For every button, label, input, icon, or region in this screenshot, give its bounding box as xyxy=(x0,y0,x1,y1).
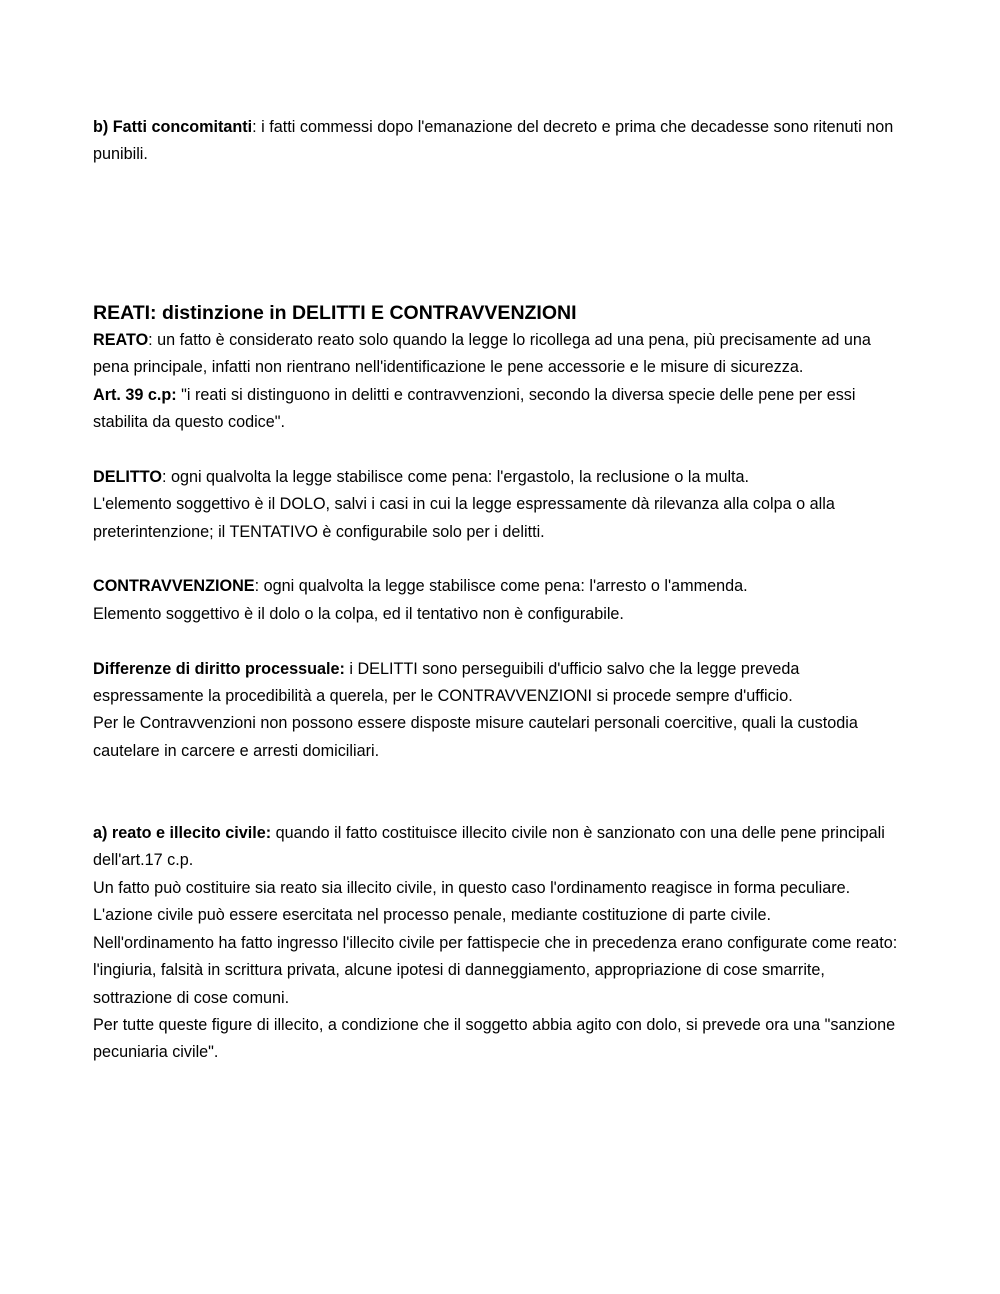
contravvenzione-paragraph xyxy=(93,573,908,600)
differenze-line2: Per le Contravvenzioni non possono essere disposte misure cautelari personali coercitive, quali la custodia cautelare in carcere e arresti domiciliari. xyxy=(93,714,858,760)
differenze-paragraph xyxy=(93,656,908,711)
document-page xyxy=(93,114,908,1067)
illecito-line4: Nell'ordinamento ha fatto ingresso l'illecito civile per fattispecie che in precedenza erano configurate come reato: l'ingiuria, falsità in scrittura privata, alcune ipotesi di danneggiamento, appropriazione di cose smarrite, sottrazione di cose comuni. xyxy=(93,933,898,1007)
spacer xyxy=(93,546,908,573)
illecito-label: a) reato e illecito civile: xyxy=(93,824,272,843)
contravvenzione-text: : ogni qualvolta la legge stabilisce come pena: l'arresto o l'ammenda. xyxy=(254,577,748,596)
differenze-label: Differenze di diritto processuale: xyxy=(93,659,345,678)
delitto-text: : ogni qualvolta la legge stabilisce come pena: l'ergastolo, la reclusione o la multa. xyxy=(161,467,750,486)
contravvenzione-label: CONTRAVVENZIONE xyxy=(93,577,255,596)
reato-label: REATO xyxy=(93,330,149,349)
reato-paragraph xyxy=(93,327,908,382)
art39-text: "i reati si distinguono in delitti e contravvenzioni, secondo la diversa specie delle pene per essi stabilita da questo codice". xyxy=(93,385,856,432)
delitto-label: DELITTO xyxy=(93,467,162,486)
reato-text: : un fatto è considerato reato solo quando la legge lo ricollega ad una pena, più precisamente ad una pena principale, infatti non rientrano nell'identificazione le pene accessorie e le misure di sicurezza. xyxy=(93,330,871,377)
illecito-text: quando il fatto costituisce illecito civile non è sanzionato con una delle pene principali dell'art.17 c.p. xyxy=(93,824,885,870)
intro-paragraph xyxy=(93,114,908,169)
differenze-text: i DELITTI sono perseguibili d'ufficio salvo che la legge preveda espressamente la procedibilità a querela, per le CONTRAVVENZIONI si procede sempre d'ufficio. xyxy=(93,659,800,706)
illecito-paragraph xyxy=(93,820,908,875)
delitto-line2: L'elemento soggettivo è il DOLO, salvi i casi in cui la legge espressamente dà rilevanza alla colpa o alla preterintenzione; il TENTATIVO è configurabile solo per i delitti. xyxy=(93,495,835,541)
art39-paragraph xyxy=(93,382,908,437)
intro-text: : i fatti commessi dopo l'emanazione del decreto e prima che decadesse sono ritenuti non punibili. xyxy=(93,118,894,164)
intro-label: b) Fatti concomitanti xyxy=(93,118,253,136)
delitto-paragraph xyxy=(93,464,908,491)
illecito-line2: Un fatto può costituire sia reato sia illecito civile, in questo caso l'ordinamento reagisce in forma peculiare. xyxy=(93,878,851,897)
contravvenzione-line2: Elemento soggettivo è il dolo o la colpa, ed il tentativo non è configurabile. xyxy=(93,604,624,623)
illecito-line5: Per tutte queste figure di illecito, a condizione che il soggetto abbia agito con dolo, si prevede ora una "sanzione pecuniaria civile". xyxy=(93,1015,896,1062)
spacer xyxy=(93,765,908,820)
art39-label: Art. 39 c.p: xyxy=(93,385,177,404)
illecito-line3: L'azione civile può essere esercitata nel processo penale, mediante costituzione di parte civile. xyxy=(93,906,771,925)
spacer xyxy=(93,628,908,655)
section-heading: REATI: distinzione in DELITTI E CONTRAVVENZIONI xyxy=(93,301,577,324)
spacer xyxy=(93,436,908,463)
